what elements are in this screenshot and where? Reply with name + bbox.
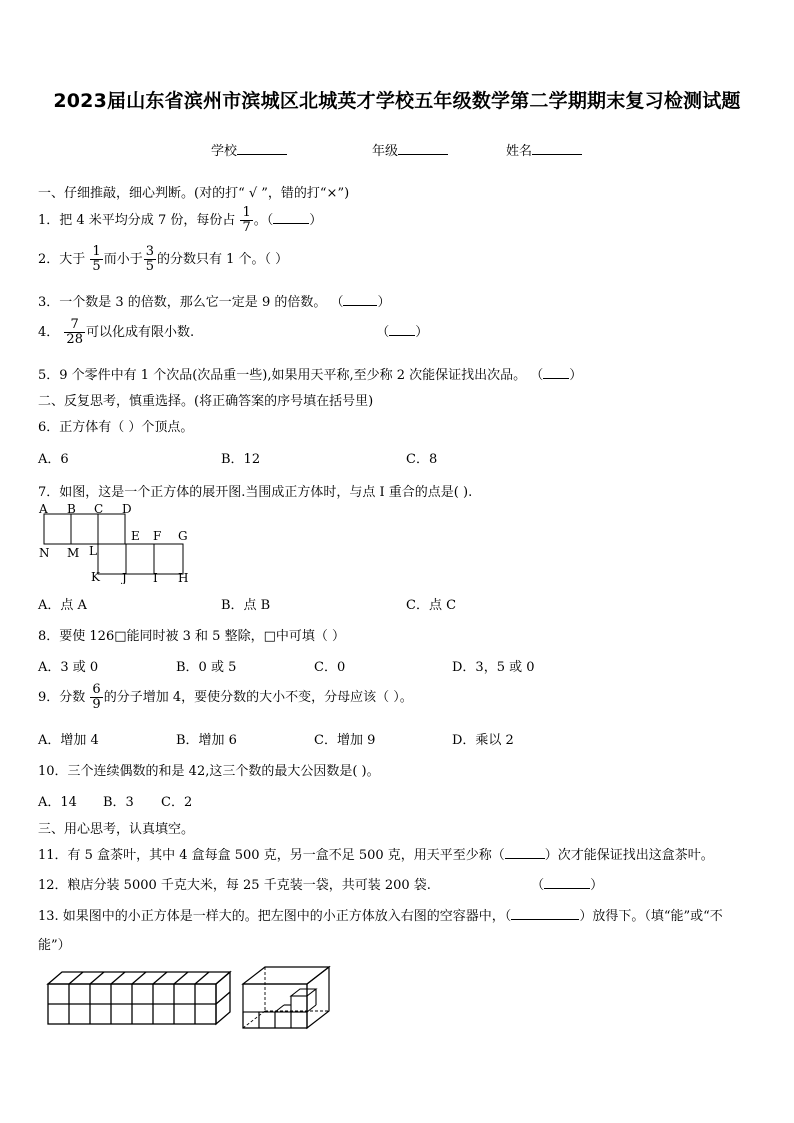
q2-numerator-2: 3 (145, 244, 154, 259)
inner-cube-2 (259, 1012, 275, 1028)
q4-text-c: （ (376, 325, 390, 340)
section-1-heading: 一、仔细推敲，细心判断。(对的打“ √ ”，错的打“×”) (38, 186, 350, 201)
q8-option-c[interactable]: C．0 (314, 660, 346, 675)
q4-text-a: 4． (38, 325, 60, 340)
q9-option-c[interactable]: C．增加 9 (314, 733, 376, 748)
question-4 (38, 318, 428, 347)
q5-answer-blank[interactable] (543, 367, 569, 379)
section-3-heading: 三、用心思考，认真填空。 (38, 822, 195, 837)
question-13-continued: 能”） (38, 938, 71, 953)
q13-text-a: 13. 如果图中的小正方体是一样大的。把左图中的小正方体放入右图的空容器中，（ (38, 909, 512, 924)
net-square-1 (44, 514, 71, 544)
net-label-k: K (91, 570, 100, 584)
question-2 (38, 245, 288, 274)
net-label-c: C (94, 502, 104, 516)
q9-text-a: 9．分数 (38, 690, 86, 705)
net-label-b: B (67, 502, 76, 516)
q13-answer-blank[interactable] (511, 908, 579, 920)
q13-text-b: ）放得下。（填“能”或“不 (579, 909, 723, 924)
cube-net-figure (36, 502, 196, 584)
net-label-e: E (131, 529, 140, 543)
q9-option-d[interactable]: D．乘以 2 (452, 733, 514, 748)
q7-option-b[interactable]: B．点 B (221, 598, 271, 613)
q1-text-c: ） (309, 213, 323, 228)
question-7: 7．如图，这是一个正方体的展开图.当围成正方体时，与点 I 重合的点是( ). (38, 485, 473, 500)
info-grade (372, 140, 448, 159)
name-blank (532, 142, 582, 155)
net-label-i: I (153, 571, 158, 584)
q7-option-c[interactable]: C．点 C (406, 598, 457, 613)
q1-text-a: 1．把 4 米平均分成 7 份，每份占 (38, 213, 236, 228)
question-11 (38, 844, 714, 863)
q1-denominator: 7 (242, 220, 251, 235)
name-label: 姓名 (506, 144, 533, 159)
q9-text-b: 的分子增加 4，要使分数的大小不变，分母应该（ ）。 (103, 690, 413, 705)
q3-text-b: ） (377, 295, 391, 310)
q1-text-b: 。（ (253, 213, 274, 228)
q4-fraction (64, 318, 85, 347)
question-1 (38, 206, 322, 235)
inner-cube-1 (243, 1012, 259, 1028)
info-name (506, 140, 582, 159)
inner-cube-4 (291, 1012, 307, 1028)
question-10: 10．三个连续偶数的和是 42,这三个数的最大公因数是( )。 (38, 764, 380, 779)
net-square-5 (126, 544, 154, 574)
q12-answer-blank[interactable] (544, 877, 590, 889)
q11-answer-blank[interactable] (505, 847, 545, 859)
net-square-6 (154, 544, 183, 574)
q9-option-b[interactable]: B．增加 6 (176, 733, 237, 748)
net-square-2 (71, 514, 98, 544)
q2-denominator-2: 5 (145, 259, 154, 274)
q9-option-a[interactable]: A．增加 4 (38, 733, 99, 748)
q4-text-b: 可以化成有限小数. (85, 325, 195, 340)
info-school (211, 140, 287, 159)
net-square-4 (98, 544, 126, 574)
q1-fraction (240, 206, 252, 235)
net-label-d: D (122, 502, 132, 516)
container-top (243, 967, 329, 984)
q4-answer-blank[interactable] (389, 324, 415, 336)
q6-option-a[interactable]: A．6 (38, 452, 69, 467)
q3-text-a: 3．一个数是 3 的倍数，那么它一定是 9 的倍数。 （ (38, 295, 344, 310)
net-label-j: J (122, 571, 127, 584)
q5-text-a: 5．9 个零件中有 1 个次品(次品重一些),如果用天平称,至少称 2 次能保证找出次品。 （ (38, 368, 544, 383)
q2-text-a: 2．大于 (38, 252, 86, 267)
q12-text-a: 12．粮店分装 5000 千克大米，每 25 千克装一袋，共可装 200 袋. (38, 878, 431, 893)
q9-numerator: 6 (92, 682, 101, 697)
q2-fraction-2 (144, 245, 156, 274)
q5-text-b: ） (569, 368, 583, 383)
inner-cube-3 (275, 1012, 291, 1028)
grade-label: 年级 (372, 144, 399, 159)
school-label: 学校 (211, 144, 238, 159)
question-12 (38, 874, 603, 893)
q2-numerator-1: 1 (92, 244, 101, 259)
q3-answer-blank[interactable] (343, 294, 377, 306)
net-square-3 (98, 514, 125, 544)
net-label-n: N (39, 546, 50, 560)
net-label-l: L (89, 544, 97, 558)
q9-denominator: 9 (92, 697, 101, 712)
q1-numerator: 1 (242, 205, 251, 220)
question-5 (38, 364, 582, 383)
q2-denominator-1: 5 (92, 259, 101, 274)
net-label-h: H (178, 571, 189, 584)
q8-option-a[interactable]: A．3 或 0 (38, 660, 99, 675)
q12-text-b: （ (531, 878, 545, 893)
q4-denominator: 28 (66, 332, 83, 347)
q10-option-c[interactable]: C．2 (161, 795, 193, 810)
q6-option-b[interactable]: B．12 (221, 452, 261, 467)
question-9 (38, 683, 413, 712)
q9-fraction (90, 683, 102, 712)
q4-text-d: ） (415, 325, 429, 340)
q8-option-d[interactable]: D．3，5 或 0 (452, 660, 535, 675)
q4-numerator: 7 (70, 317, 79, 332)
q6-option-c[interactable]: C．8 (406, 452, 438, 467)
net-label-f: F (153, 529, 162, 543)
net-label-m: M (67, 546, 80, 560)
q2-text-b: 而小于 (103, 252, 143, 267)
question-13 (38, 905, 723, 924)
q8-option-b[interactable]: B．0 或 5 (176, 660, 237, 675)
q10-option-b[interactable]: B．3 (103, 795, 134, 810)
q10-option-a[interactable]: A．14 (38, 795, 77, 810)
left-cubes-figure (44, 966, 234, 1030)
q7-option-a[interactable]: A．点 A (38, 598, 87, 613)
grade-blank (398, 142, 448, 155)
q2-fraction-1 (90, 245, 102, 274)
question-6: 6．正方体有（ ）个顶点。 (38, 420, 194, 435)
question-3 (38, 291, 391, 310)
right-container-figure (238, 962, 338, 1032)
q11-text-a: 11．有 5 盒茶叶，其中 4 盒每盒 500 克，另一盒不足 500 克，用天平至少称（ (38, 848, 505, 863)
q11-text-b: ）次才能保证找出这盒茶叶。 (544, 848, 714, 863)
q2-text-c: 的分数只有 1 个。（ ） (157, 252, 289, 267)
net-label-g: G (178, 529, 188, 543)
section-2-heading: 二、反复思考，慎重选择。(将正确答案的序号填在括号里) (38, 394, 374, 409)
question-8: 8．要使 126□能同时被 3 和 5 整除，□中可填（ ） (38, 629, 345, 644)
inner-cube-5 (291, 996, 307, 1012)
net-label-a: A (39, 502, 48, 516)
q12-text-c: ） (590, 878, 604, 893)
exam-title: 2023届山东省滨州市滨城区北城英才学校五年级数学第二学期期末复习检测试题 (53, 90, 741, 112)
q1-answer-blank[interactable] (273, 212, 309, 224)
school-blank (237, 142, 287, 155)
container-side (307, 967, 329, 1028)
